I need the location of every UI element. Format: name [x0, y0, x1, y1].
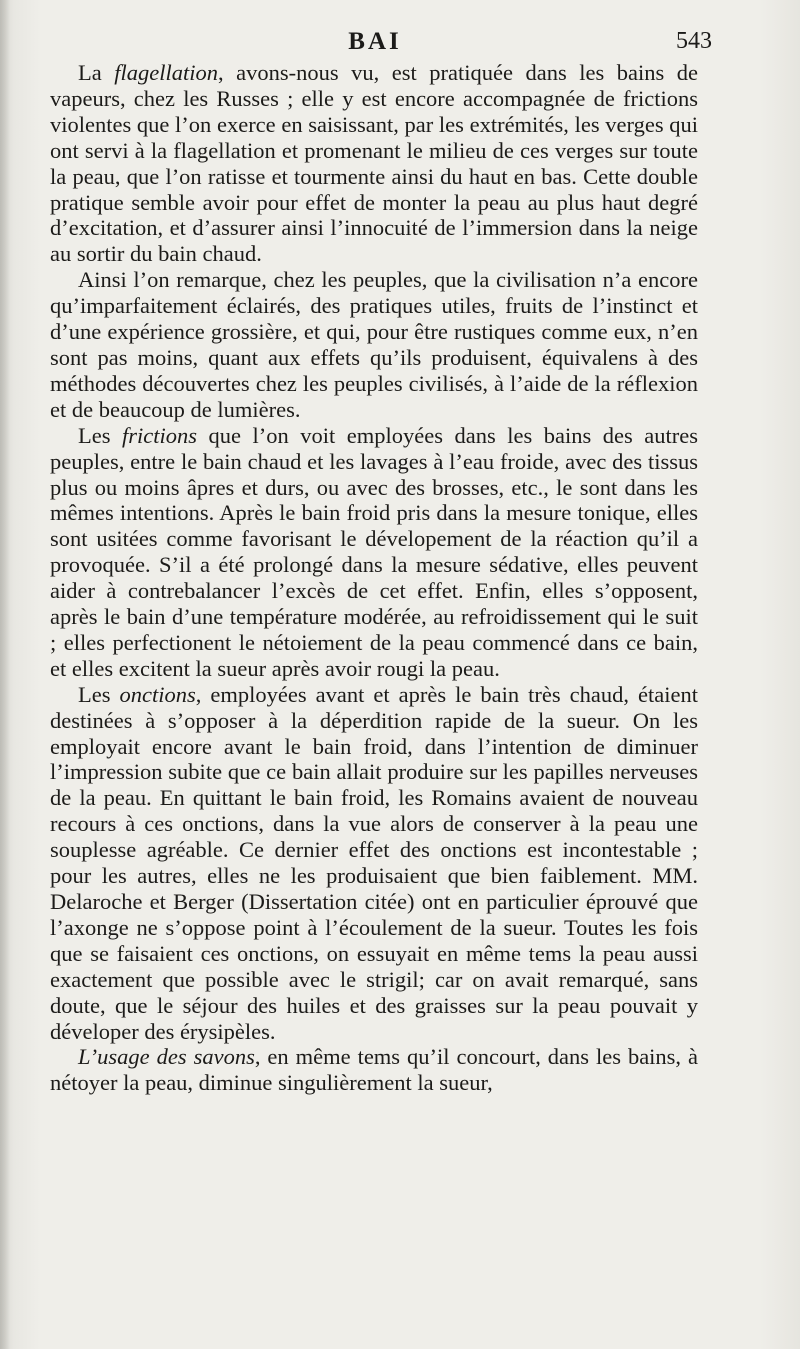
italic-term: flagellation	[114, 60, 218, 85]
paragraph-text: que l’on voit employées dans les bains des autres peuples, entre le bain chaud et les lavages à l’eau froide, avec des tissus plus ou moins âpres et durs, ou avec des brosses, etc., le sont dans les mêmes intentions. Après le bain froid pris dans la mesure tonique, elles sont usitées comme favorisant le dévelopement de la réaction qu’il a provoquée. S’il a été prolongé dans la mesure sédative, elles peuvent aider à contrebalancer l’excès de cet effet. Enfin, elles s’opposent, après le bain d’une température modérée, au refroidissement qui le suit ; elles perfectionent le nétoiement de la peau commencé dans ce bain, et elles excitent la sueur après avoir rougi la peau.	[50, 422, 698, 681]
italic-term: frictions	[122, 422, 198, 448]
body-text	[50, 60, 698, 1096]
paragraph-savons	[50, 1044, 698, 1096]
italic-term: L’usage des savons	[78, 1044, 255, 1070]
running-head	[50, 28, 712, 58]
paragraph-text: , en même tems qu’il concourt, dans les bains, à nétoyer la peau, diminue singulièrement la sueur,	[50, 1044, 699, 1096]
page-number: 543	[676, 28, 712, 54]
paragraph-flagellation	[50, 60, 698, 267]
paragraph-lead: Les	[78, 681, 120, 707]
binding-shadow	[0, 0, 10, 1349]
paragraph-text: , avons-nous vu, est pratiquée dans les bains de vapeurs, chez les Russes ; elle y est encore accompagnée de frictions violentes que l’on exerce en saisissant, par les extrémités, les verges qui ont servi à la flagellation et promenant le milieu de ces verges sur toute la peau, que l’on ratisse et tourmente ainsi du haut en bas. Cette double pratique semble avoir pour effet de monter la peau au plus haut degré d’excitation, et d’assurer ainsi l’innocuité de l’immersion dans la neige au sortir du bain chaud.	[50, 60, 698, 267]
paragraph-civilisation	[50, 267, 698, 422]
paragraph-frictions	[50, 423, 698, 682]
paragraph-onctions	[50, 682, 698, 1045]
paragraph-text: , employées avant et après le bain très chaud, étaient destinées à s’opposer à la déperdition rapide de la sueur. On les employait encore avant le bain froid, dans l’intention de diminuer l’impression subite que ce bain allait produire sur les papilles nerveuses de la peau. En quittant le bain froid, les Romains avaient de nouveau recours à ces onctions, dans la vue alors de conserver à la peau une souplesse agréable. Ce dernier effet des onctions est incontestable ; pour les autres, elles ne les produisaient que bien faiblement. MM. Delaroche et Berger (Dissertation citée) ont en particulier éprouvé que l’axonge ne s’oppose point à l’écoulement de la sueur. Toutes les fois que se faisaient ces onctions, on essuyait en même tems la peau aussi exactement que possible avec le strigil; car on avait remarqué, sans doute, que le séjour des huiles et des graisses sur la peau pouvait y déveloper des érysipèles.	[50, 681, 698, 1044]
paragraph-lead: La	[78, 60, 115, 85]
italic-term: onctions	[119, 681, 196, 707]
paragraph-text: Ainsi l’on remarque, chez les peuples, que la civilisation n’a encore qu’imparfaitement éclairés, des pratiques utiles, fruits de l’instinct et d’une expérience grossière, et qui, pour être rustiques comme eux, n’en sont pas moins, quant aux effets qu’ils produisent, équivalens à des méthodes découvertes chez les peuples civilisés, à l’aide de la réflexion et de beaucoup de lumières.	[50, 267, 698, 422]
paragraph-lead: Les	[78, 422, 122, 448]
running-title: BAI	[348, 28, 402, 55]
